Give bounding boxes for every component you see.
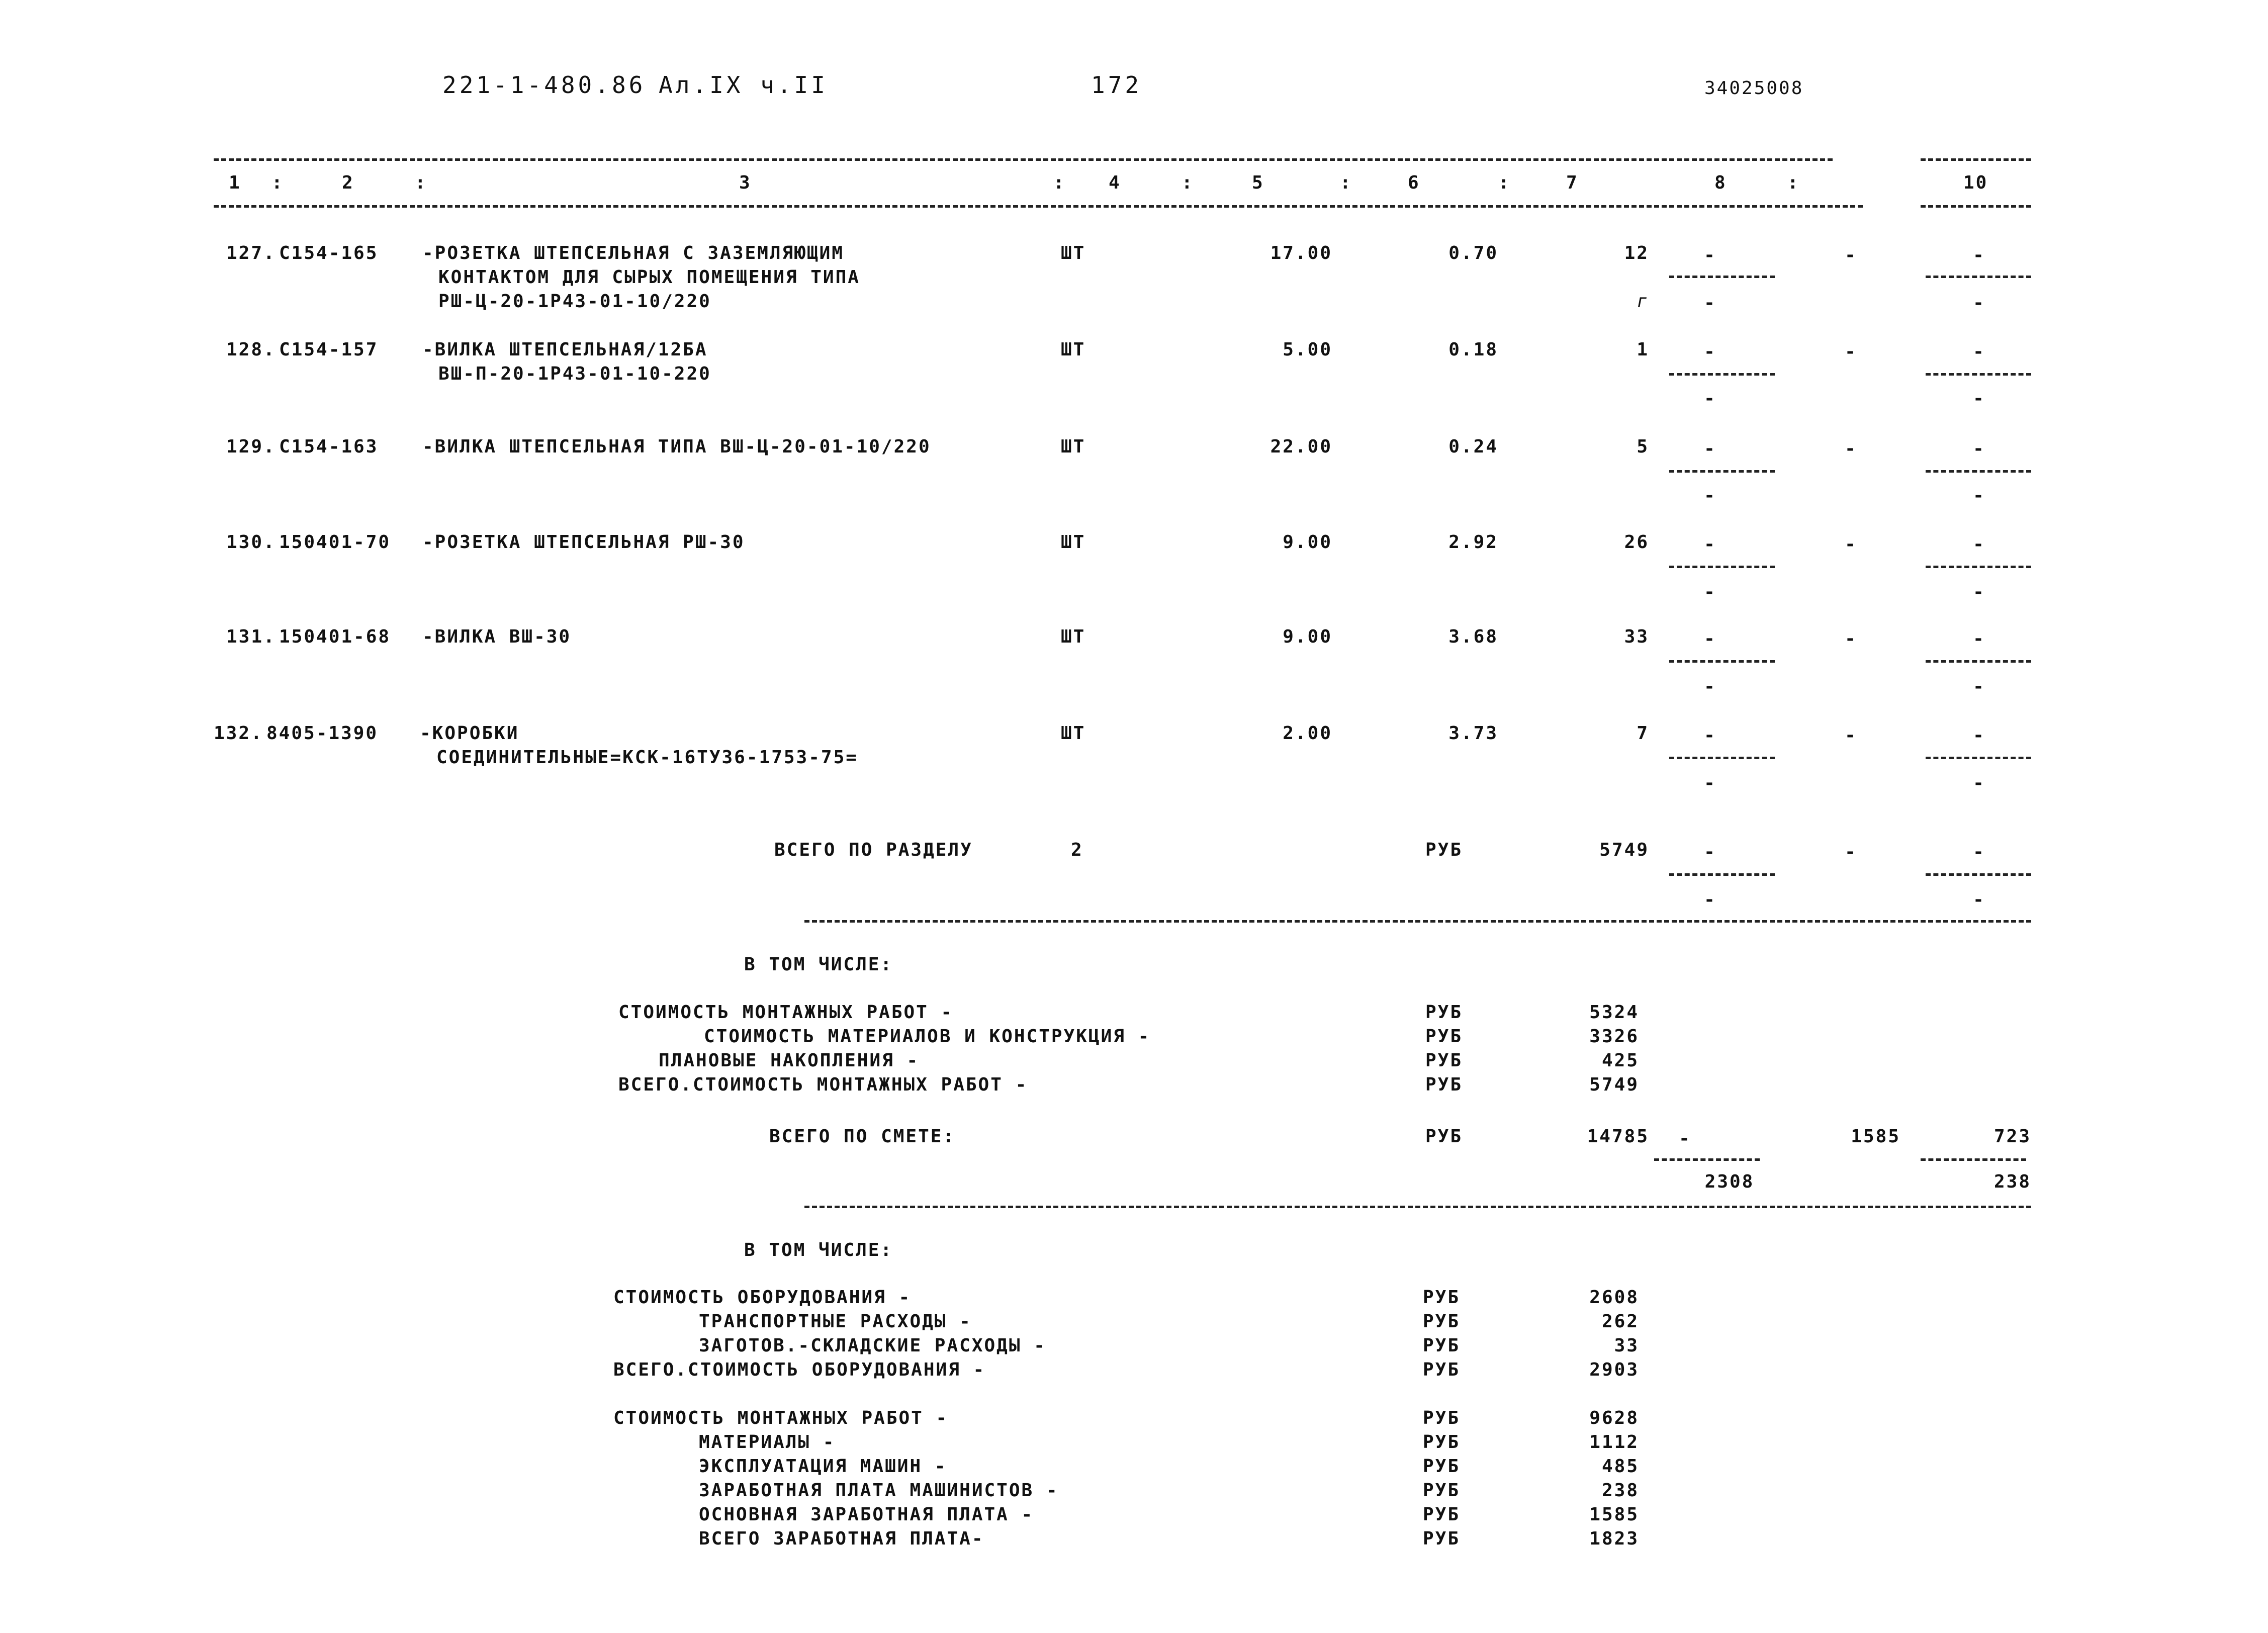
col8-divider: [1669, 276, 1775, 278]
section-number: 2: [1071, 840, 1083, 860]
breakdown-value: 1585: [1589, 1504, 1639, 1525]
row-unit: ШТ: [1061, 532, 1086, 553]
section-total-rule: [804, 920, 2031, 923]
col10-top-value: -: [1973, 628, 1984, 649]
col10-top-value: -: [1973, 842, 1984, 862]
col8-top-value: -: [1704, 534, 1715, 555]
col10-divider: [1926, 660, 2031, 663]
column-number: 10: [1963, 172, 1988, 193]
breakdown-unit: РУБ: [1423, 1528, 1461, 1549]
column-separator: :: [415, 172, 427, 193]
breakdown-value: 3326: [1589, 1026, 1639, 1047]
col8-bottom-value: -: [1704, 293, 1715, 313]
breakdown-label: ТРАНСПОРТНЫЕ РАСХОДЫ -: [699, 1311, 972, 1332]
row-name-line: -ВИЛКА ШТЕПСЕЛЬНАЯ/12БА: [422, 339, 708, 360]
col10-top-value: -: [1973, 245, 1984, 265]
breakdown-unit: РУБ: [1423, 1335, 1461, 1356]
row-total: 33: [1624, 626, 1649, 647]
breakdown-unit: РУБ: [1423, 1480, 1461, 1501]
section-total-label: ВСЕГО ПО РАЗДЕЛУ: [774, 840, 973, 860]
column-number: 2: [342, 172, 354, 193]
col9-value: -: [1845, 341, 1856, 362]
column-number: 6: [1408, 172, 1420, 193]
col8-top-value: -: [1704, 438, 1715, 459]
row-total-note: г: [1637, 291, 1649, 312]
row-name-line: -ВИЛКА ВШ-30: [422, 626, 572, 647]
row-name-line: КОНТАКТОМ ДЛЯ СЫРЫХ ПОМЕЩЕНИЯ ТИПА: [438, 267, 860, 288]
col8-divider: [1669, 873, 1775, 876]
column-number: 5: [1252, 172, 1264, 193]
col10-top-value: -: [1973, 534, 1984, 555]
breakdown-value: 5324: [1589, 1002, 1639, 1023]
column-number: 1: [229, 172, 241, 193]
col8-bottom-value: 2308: [1704, 1171, 1755, 1192]
col10-divider: [1926, 873, 2031, 876]
row-quantity: 9.00: [1283, 532, 1332, 553]
col8-bottom-value: -: [1704, 485, 1715, 506]
breakdown-value: 5749: [1589, 1074, 1639, 1095]
col10-bottom-value: 238: [1993, 1171, 2031, 1192]
breakdown-label: ЗАГОТОВ.-СКЛАДСКИЕ РАСХОДЫ -: [699, 1335, 1046, 1356]
estimate-total-value: 14785: [1587, 1126, 1649, 1147]
breakdown-label: ЭКСПЛУАТАЦИЯ МАШИН -: [699, 1456, 947, 1477]
document-number: 34025008: [1704, 78, 1804, 99]
document-code: 221-1-480.86: [442, 71, 646, 99]
col10-divider: [1926, 470, 2031, 473]
header-bottom-rule: [214, 205, 1863, 208]
row-name-line: СОЕДИНИТЕЛЬНЫЕ=КСК-16ТУ36-1753-75=: [436, 747, 858, 768]
column-separator: :: [1787, 172, 1800, 193]
breakdown-value: 2608: [1589, 1287, 1639, 1308]
row-name-line: -РОЗЕТКА ШТЕПСЕЛЬНАЯ РШ-30: [422, 532, 745, 553]
row-code: 150401-68: [279, 626, 391, 647]
breakdown-label: ВСЕГО.СТОИМОСТЬ ОБОРУДОВАНИЯ -: [613, 1359, 986, 1380]
row-unit-price: 0.18: [1448, 339, 1498, 360]
row-total: 1: [1637, 339, 1649, 360]
row-code: С154-163: [279, 436, 379, 457]
col8-bottom-value: -: [1704, 388, 1715, 409]
row-code: С154-165: [279, 243, 379, 263]
column-separator: :: [1340, 172, 1352, 193]
breakdown-label: МАТЕРИАЛЫ -: [699, 1432, 836, 1453]
column-number: 3: [739, 172, 752, 193]
row-unit: ШТ: [1061, 339, 1086, 360]
col8-top-value: -: [1704, 842, 1715, 862]
row-name-line: РШ-Ц-20-1Р43-01-10/220: [438, 291, 711, 312]
breakdown-value: 9628: [1589, 1408, 1639, 1428]
col10-bottom-value: -: [1973, 485, 1984, 506]
breakdown-value: 238: [1601, 1480, 1639, 1501]
col10-divider: [1926, 757, 2031, 759]
breakdown-value: 1823: [1589, 1528, 1639, 1549]
row-name-line: -ВИЛКА ШТЕПСЕЛЬНАЯ ТИПА ВШ-Ц-20-01-10/220: [422, 436, 931, 457]
row-unit-price: 2.92: [1448, 532, 1498, 553]
col8-bottom-value: -: [1704, 582, 1715, 602]
col8-top-value: -: [1704, 725, 1715, 746]
row-code: 8405-1390: [266, 723, 379, 744]
page-number: 172: [1091, 71, 1142, 99]
row-number: 132.: [214, 723, 263, 744]
breakdown-unit: РУБ: [1423, 1408, 1461, 1428]
column-number: 8: [1714, 172, 1727, 193]
header-top-rule: [214, 158, 1833, 161]
col10-bottom-value: -: [1973, 388, 1984, 409]
column-separator: :: [271, 172, 284, 193]
row-quantity: 5.00: [1283, 339, 1332, 360]
section-total-unit: РУБ: [1425, 840, 1463, 860]
estimate-total-unit: РУБ: [1425, 1126, 1463, 1147]
including-heading: В ТОМ ЧИСЛЕ:: [744, 954, 893, 975]
including-heading: В ТОМ ЧИСЛЕ:: [744, 1240, 893, 1260]
row-unit-price: 0.24: [1448, 436, 1498, 457]
row-unit: ШТ: [1061, 626, 1086, 647]
breakdown-unit: РУБ: [1423, 1311, 1461, 1332]
col10-top-value: -: [1973, 438, 1984, 459]
breakdown-unit: РУБ: [1425, 1026, 1463, 1047]
column-separator: :: [1182, 172, 1194, 193]
col10-divider: [1926, 276, 2031, 278]
row-total: 26: [1624, 532, 1649, 553]
breakdown-unit: РУБ: [1423, 1456, 1461, 1477]
col10-bottom-value: -: [1973, 773, 1984, 793]
row-name-line: -КОРОБКИ: [420, 723, 519, 744]
row-code: С154-157: [279, 339, 379, 360]
breakdown-value: 425: [1601, 1050, 1639, 1071]
row-unit-price: 3.73: [1448, 723, 1498, 744]
column-number: 7: [1566, 172, 1579, 193]
breakdown-unit: РУБ: [1423, 1432, 1461, 1453]
col8-divider: [1669, 660, 1775, 663]
row-unit: ШТ: [1061, 243, 1086, 263]
column-number: 4: [1109, 172, 1121, 193]
breakdown-label: ПЛАНОВЫЕ НАКОПЛЕНИЯ -: [659, 1050, 920, 1071]
breakdown-label: СТОИМОСТЬ МОНТАЖНЫХ РАБОТ -: [618, 1002, 954, 1023]
col8-bottom-value: -: [1704, 889, 1715, 910]
col8-divider: [1669, 470, 1775, 473]
breakdown-value: 1112: [1589, 1432, 1639, 1453]
estimate-total-label: ВСЕГО ПО СМЕТЕ:: [769, 1126, 956, 1147]
row-unit: ШТ: [1061, 723, 1086, 744]
section-total-value: 5749: [1599, 840, 1649, 860]
breakdown-unit: РУБ: [1425, 1050, 1463, 1071]
column-separator: :: [1053, 172, 1066, 193]
col10-top-value: -: [1973, 725, 1984, 746]
row-quantity: 9.00: [1283, 626, 1332, 647]
col10-bottom-value: -: [1973, 582, 1984, 602]
col8-bottom-value: -: [1704, 676, 1715, 697]
col8-top-value: -: [1704, 245, 1715, 265]
row-code: 150401-70: [279, 532, 391, 553]
column-separator: :: [1498, 172, 1511, 193]
album-reference: Ал.IX ч.II: [659, 71, 828, 99]
col8-bottom-value: -: [1704, 773, 1715, 793]
breakdown-unit: РУБ: [1425, 1002, 1463, 1023]
breakdown-label: ОСНОВНАЯ ЗАРАБОТНАЯ ПЛАТА -: [699, 1504, 1034, 1525]
col10-bottom-value: -: [1973, 676, 1984, 697]
col9-value: -: [1845, 245, 1856, 265]
col8-top-value: -: [1704, 628, 1715, 649]
col8-divider: [1669, 373, 1775, 376]
breakdown-unit: РУБ: [1425, 1074, 1463, 1095]
col10-divider: [1926, 373, 2031, 376]
row-number: 128.: [226, 339, 276, 360]
breakdown-label: ВСЕГО ЗАРАБОТНАЯ ПЛАТА-: [699, 1528, 984, 1549]
row-number: 130.: [226, 532, 276, 553]
breakdown-label: СТОИМОСТЬ МОНТАЖНЫХ РАБОТ -: [613, 1408, 949, 1428]
breakdown-value: 33: [1614, 1335, 1639, 1356]
row-quantity: 17.00: [1270, 243, 1332, 263]
header-top-rule-right: [1921, 158, 2031, 161]
col8-divider: [1669, 757, 1775, 759]
col9-value: -: [1845, 725, 1856, 746]
row-unit-price: 3.68: [1448, 626, 1498, 647]
row-quantity: 22.00: [1270, 436, 1332, 457]
breakdown-value: 2903: [1589, 1359, 1639, 1380]
breakdown-label: СТОИМОСТЬ МАТЕРИАЛОВ И КОНСТРУКЦИЯ -: [704, 1026, 1151, 1047]
row-number: 127.: [226, 243, 276, 263]
col9-value: -: [1845, 842, 1856, 862]
col10-divider: [1926, 566, 2031, 568]
row-name-line: -РОЗЕТКА ШТЕПСЕЛЬНАЯ С ЗАЗЕМЛЯЮЩИМ: [422, 243, 844, 263]
row-quantity: 2.00: [1283, 723, 1332, 744]
col10-top-value: 723: [1993, 1126, 2031, 1147]
col9-value: -: [1845, 628, 1856, 649]
breakdown-value: 485: [1601, 1456, 1639, 1477]
breakdown-label: СТОИМОСТЬ ОБОРУДОВАНИЯ -: [613, 1287, 912, 1308]
row-unit-price: 0.70: [1448, 243, 1498, 263]
row-total: 12: [1624, 243, 1649, 263]
breakdown-value: 262: [1601, 1311, 1639, 1332]
row-number: 131.: [226, 626, 276, 647]
col8-top-value: -: [1704, 341, 1715, 362]
row-name-line: ВШ-П-20-1Р43-01-10-220: [438, 364, 711, 384]
breakdown-unit: РУБ: [1423, 1287, 1461, 1308]
col10-top-value: -: [1973, 341, 1984, 362]
row-total: 7: [1637, 723, 1649, 744]
col9-value: -: [1845, 534, 1856, 555]
breakdown-label: ЗАРАБОТНАЯ ПЛАТА МАШИНИСТОВ -: [699, 1480, 1059, 1501]
col9-value: 1585: [1851, 1126, 1900, 1147]
col8-divider: [1654, 1158, 1760, 1161]
row-number: 129.: [226, 436, 276, 457]
row-unit: ШТ: [1061, 436, 1086, 457]
estimate-total-rule: [804, 1206, 2031, 1208]
col10-divider: [1921, 1158, 2026, 1161]
col8-top-value: -: [1679, 1128, 1690, 1149]
header-bottom-rule-right: [1921, 205, 2031, 208]
col10-bottom-value: -: [1973, 889, 1984, 910]
col10-bottom-value: -: [1973, 293, 1984, 313]
col9-value: -: [1845, 438, 1856, 459]
col8-divider: [1669, 566, 1775, 568]
breakdown-label: ВСЕГО.СТОИМОСТЬ МОНТАЖНЫХ РАБОТ -: [618, 1074, 1028, 1095]
breakdown-unit: РУБ: [1423, 1359, 1461, 1380]
row-total: 5: [1637, 436, 1649, 457]
breakdown-unit: РУБ: [1423, 1504, 1461, 1525]
